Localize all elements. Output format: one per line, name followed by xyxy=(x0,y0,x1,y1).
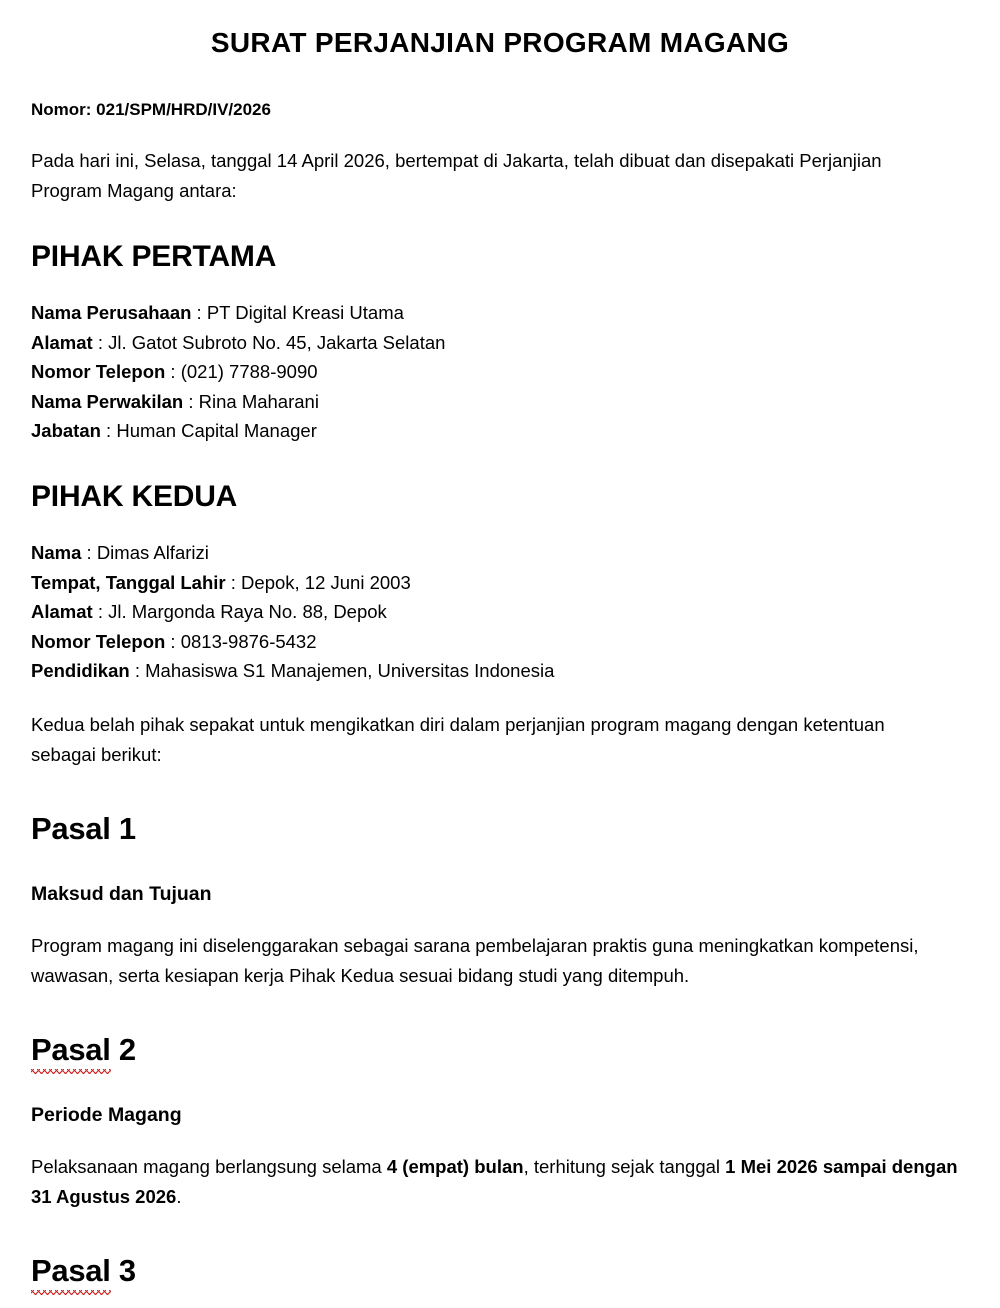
field-separator: : xyxy=(92,601,109,623)
list-item xyxy=(31,627,975,657)
field-value: 0813-9876-5432 xyxy=(180,630,317,652)
pihak-pertama-field-list xyxy=(31,298,975,446)
field-separator: : xyxy=(92,331,109,353)
pasal-number: 1 xyxy=(110,810,136,846)
pasal-number: 2 xyxy=(110,1031,136,1067)
pihak-kedua-field-list xyxy=(31,538,975,686)
list-item xyxy=(31,357,975,387)
subheading-pasal-1: Maksud dan Tujuan xyxy=(31,882,212,905)
list-item xyxy=(31,538,975,568)
list-item xyxy=(31,416,975,446)
field-value: (021) 7788-9090 xyxy=(180,361,318,383)
field-separator: : xyxy=(165,361,181,383)
field-label: Nomor Telepon xyxy=(31,630,166,652)
field-value: Rina Maharani xyxy=(198,390,319,412)
body-text-segment: . xyxy=(176,1186,182,1208)
heading-pihak-pertama: PIHAK PERTAMA xyxy=(31,239,277,273)
body-bold-duration: 4 (empat) bulan xyxy=(386,1156,524,1178)
field-label: Nomor Telepon xyxy=(31,361,166,383)
body-pasal-2 xyxy=(31,1152,975,1212)
document-number: Nomor: 021/SPM/HRD/IV/2026 xyxy=(31,100,271,119)
body-pasal-1: Program magang ini diselenggarakan sebagai sarana pembelajaran praktis guna meningkatkan kompetensi, wawasan, serta kesiapan kerja Pihak Kedua sesuai bidang studi yang ditempuh. xyxy=(31,934,919,986)
field-label: Alamat xyxy=(31,331,93,353)
heading-pasal-1 xyxy=(31,810,975,848)
field-label: Alamat xyxy=(31,601,93,623)
list-item xyxy=(31,298,975,328)
field-value: Depok, 12 Juni 2003 xyxy=(241,571,411,593)
body-text-segment: Pelaksanaan magang berlangsung selama xyxy=(31,1156,387,1178)
field-label: Pendidikan xyxy=(31,660,130,682)
field-label: Tempat, Tanggal Lahir xyxy=(31,571,226,593)
field-label: Nama Perusahaan xyxy=(31,302,192,324)
field-value: Mahasiswa S1 Manajemen, Universitas Indonesia xyxy=(145,660,555,682)
pasal-word: Pasal xyxy=(31,810,111,846)
field-separator: : xyxy=(165,630,181,652)
list-item xyxy=(31,387,975,417)
list-item xyxy=(31,328,975,358)
field-separator: : xyxy=(100,420,117,442)
page-title: SURAT PERJANJIAN PROGRAM MAGANG xyxy=(210,27,790,58)
field-separator: : xyxy=(183,390,199,412)
field-separator: : xyxy=(225,571,242,593)
list-item xyxy=(31,597,975,627)
list-item xyxy=(31,656,975,686)
opening-paragraph: Pada hari ini, Selasa, tanggal 14 April 2026, bertempat di Jakarta, telah dibuat dan disepakati Perjanjian Program Magang antara: xyxy=(31,149,882,201)
field-value: Dimas Alfarizi xyxy=(96,542,209,564)
field-value: PT Digital Kreasi Utama xyxy=(206,302,404,324)
field-separator: : xyxy=(81,542,97,564)
bottom-spacer xyxy=(31,1290,975,1308)
pasal-number: 3 xyxy=(110,1253,136,1289)
heading-pasal-2 xyxy=(31,1031,975,1069)
field-separator: : xyxy=(191,302,207,324)
field-value: Human Capital Manager xyxy=(116,420,317,442)
pasal-word: Pasal xyxy=(31,1031,111,1067)
subheading-pasal-2: Periode Magang xyxy=(31,1103,182,1126)
heading-pihak-kedua: PIHAK KEDUA xyxy=(31,479,238,513)
document-body xyxy=(0,98,1000,1308)
list-item xyxy=(31,568,975,598)
field-value: Jl. Gatot Subroto No. 45, Jakarta Selatan xyxy=(108,331,446,353)
field-value: Jl. Margonda Raya No. 88, Depok xyxy=(108,601,387,623)
field-label: Nama Perwakilan xyxy=(31,390,184,412)
body-bold-date-range: 1 Mei 2026 sampai dengan 31 Agustus 2026 xyxy=(31,1156,958,1208)
field-label: Nama xyxy=(31,542,82,564)
agreement-paragraph: Kedua belah pihak sepakat untuk mengikatkan diri dalam perjanjian program magang dengan ketentuan sebagai berikut: xyxy=(31,713,885,765)
field-separator: : xyxy=(129,660,146,682)
field-label: Jabatan xyxy=(31,420,101,442)
heading-pasal-3 xyxy=(31,1252,975,1290)
body-text-segment: , terhitung sejak tanggal xyxy=(523,1156,726,1178)
pasal-word: Pasal xyxy=(31,1253,111,1289)
